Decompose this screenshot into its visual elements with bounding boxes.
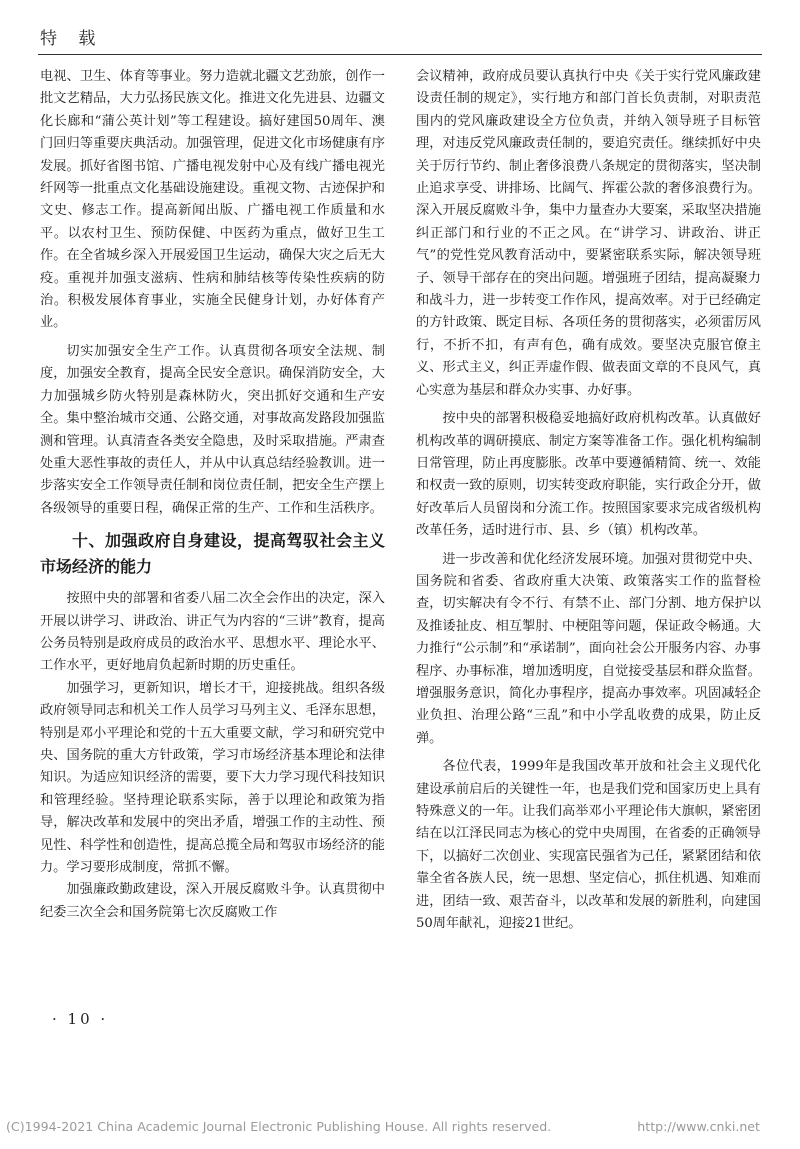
paragraph: 切实加强安全生产工作。认真贯彻各项安全法规、制度，加强安全教育，提高全民安全意识。确保消防安全，大力加强城乡防火特别是森林防火，突出抓好交通和生产安全。集中整治城市交通、公路交通，对事故高发路段加强监测和管理。认真清查各类安全隐患，及时采取措施。严肃查处重大恶性事故的责任人，并从中认真总结经验教训。进一步落实安全工作领导责任制和岗位责任制，把安全生产摆上各级领导的重要日程，确保正常的生产、工作和生活秩序。	[40, 343, 385, 516]
page-number: · 10 ·	[52, 1010, 109, 1028]
right-column	[416, 66, 761, 935]
paragraph: 按照中央的部署和省委八届二次全会作出的决定，深入开展以讲学习、讲政治、讲正气为内容的“三讲”教育，提高公务员特别是政府成员的政治水平、思想水平、理论水平、工作水平，更好地肩负起新时期的历史重任。	[40, 591, 385, 674]
paragraph: 会议精神，政府成员要认真执行中央《关于实行党风廉政建设责任制的规定》，实行地方和部门首长负责制，对职责范围内的党风廉政建设全方位负责，并纳入领导班子目标管理，对违反党风廉政责任制的，要追究责任。继续抓好中央关于厉行节约、制止奢侈浪费八条规定的贯彻落实，坚决制止追求享受、讲排场、比阔气、挥霍公款的奢侈浪费行为。深入开展反腐败斗争，集中力量查办大要案，采取坚决措施纠正部门和行业的不正之风。在“讲学习、讲政治、讲正气”的党性党风教育活动中，要紧密联系实际，解决领导班子、领导干部存在的突出问题。增强班子团结，提高凝聚力和战斗力，进一步转变工作作风，提高效率。对于已经确定的方针政策、既定目标、各项任务的贯彻落实，必须雷厉风行，不折不扣，有声有色，确有成效。要坚决克服官僚主义、形式主义，纠正弄虚作假、做表面文章的不良风气，真心实意为基层和群众办实事、办好事。	[416, 69, 761, 398]
paragraph: 加强廉政勤政建设，深入开展反腐败斗争。认真贯彻中纪委三次全会和国务院第七次反腐败工作	[40, 882, 385, 920]
copyright-text: (C)1994-2021 China Academic Journal Electronic Publishing House. All rights reserved.	[6, 1119, 552, 1134]
section-heading: 十、加强政府自身建设，提高驾驭社会主义市场经济的能力	[40, 531, 385, 577]
paragraph: 电视、卫生、体育等事业。努力造就北疆文艺劲旅，创作一批文艺精品，大力弘扬民族文化。推进文化先进县、边疆文化长廊和“蒲公英计划”等工程建设。搞好建国50周年、澳门回归等重要庆典活动。加强管理，促进文化市场健康有序发展。抓好省图书馆、广播电视发射中心及有线广播电视光纤网等一批重点文化基础设施建设。重视文物、古迹保护和文史、修志工作。提高新闻出版、广播电视工作质量和水平。以农村卫生、预防保健、中医药为重点，做好卫生工作。在全省城乡深入开展爱国卫生运动，确保大灾之后无大疫。重视并加强支滋病、性病和肺结核等传染性疾病的防治。积极发展体育事业，实施全民健身计划，办好体育产业。	[40, 69, 385, 331]
left-column	[40, 66, 385, 924]
section-label: 特 载	[40, 29, 104, 49]
publisher-url[interactable]: http://www.cnki.net	[637, 1119, 760, 1134]
page-header	[38, 24, 762, 55]
article-body	[38, 66, 762, 1006]
paragraph: 各位代表，1999年是我国改革开放和社会主义现代化建设承前启后的关键性一年，也是我们党和国家历史上具有特殊意义的一年。让我们高举邓小平理论伟大旗帜，紧密团结在以江泽民同志为核心的党中央周围，在省委的正确领导下，以搞好二次创业、实现富民强省为己任，紧紧团结和依靠全省各族人民，统一思想、坚定信心，抓住机遇、知难而进，团结一致、艰苦奋斗，以改革和发展的新胜利，向建国50周年献礼，迎接21世纪。	[416, 759, 761, 932]
paragraph: 进一步改善和优化经济发展环境。加强对贯彻党中央、国务院和省委、省政府重大决策、政策落实工作的监督检查，切实解决有令不行、有禁不止、部门分割、地方保护以及推诿扯皮、相互掣肘、中梗阻等问题，保证政令畅通。大力推行“公示制”和“承诺制”，面向社会公开服务内容、办事程序、办事标准，增加透明度，自觉接受基层和群众监督。增强服务意识，简化办事程序，提高办事效率。巩固减轻企业负担、治理公路“三乱”和中小学乱收费的成果，防止反弹。	[416, 551, 761, 746]
copyright-notice	[6, 1119, 796, 1134]
paragraph: 加强学习，更新知识，增长才干，迎接挑战。组织各级政府领导同志和机关工作人员学习马列主义、毛泽东思想，特别是邓小平理论和党的十五大重要文献，学习和研究党中央、国务院的重大方针政策，学习市场经济基本理论和法律知识。为适应知识经济的需要，要下大力学习现代科技知识和管理经验。坚持理论联系实际，善于以理论和政策为指导，解决改革和发展中的突出矛盾，增强工作的主动性、预见性、科学性和创造性，提高总揽全局和驾驭市场经济的能力。学习要形成制度，常抓不懈。	[40, 680, 385, 875]
paragraph: 按中央的部署积极稳妥地搞好政府机构改革。认真做好机构改革的调研摸底、制定方案等准备工作。强化机构编制日常管理，防止再度膨胀。改革中要遵循精简、统一、效能和权责一致的原则，切实转变政府职能，实行政企分开，做好改革后人员留岗和分流工作。按照国家要求完成省级机构改革任务，适时进行市、县、乡（镇）机构改革。	[416, 411, 761, 539]
